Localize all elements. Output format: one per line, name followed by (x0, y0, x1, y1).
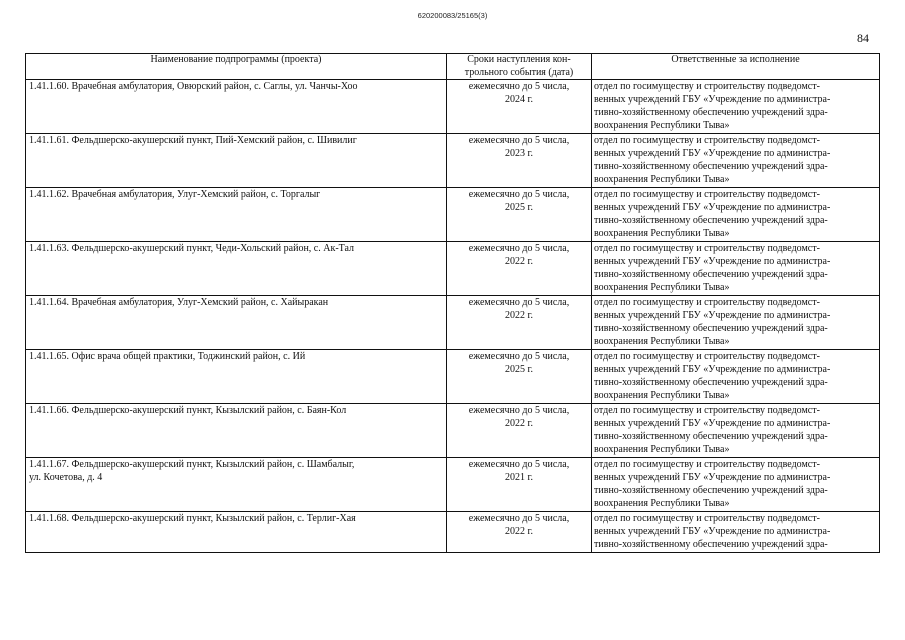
row-name: 1.41.1.62. Врачебная амбулатория, Улуг-Хемский район, с. Торгалыг (29, 189, 321, 201)
table-row (26, 242, 880, 296)
row-name-cell (26, 512, 447, 552)
table-row (26, 296, 880, 350)
row-responsible-cell (592, 458, 880, 512)
row-term: ежемесячно до 5 числа, 2022 г. (468, 243, 570, 268)
row-responsible-cell (592, 296, 880, 350)
row-responsible-cell (592, 188, 880, 242)
row-responsible: отдел по госимуществу и строительству подведомст- венных учреждений ГБУ «Учреждение по администра- тивно-хозяйственному обеспечению учреждений здра- воохранения Республики Тыва» (594, 243, 831, 293)
row-term: ежемесячно до 5 числа, 2025 г. (468, 189, 570, 214)
column-header-name-text: Наименование подпрограммы (проекта) (150, 54, 322, 65)
row-responsible: отдел по госимуществу и строительству подведомст- венных учреждений ГБУ «Учреждение по администра- тивно-хозяйственному обеспечению учреждений здра- воохранения Республики Тыва» (594, 297, 831, 347)
row-term-cell (447, 350, 592, 404)
row-name: 1.41.1.60. Врачебная амбулатория, Овюрский район, с. Саглы, ул. Чанчы-Хоо (29, 81, 358, 93)
table-body (26, 80, 880, 552)
program-table (25, 53, 880, 553)
row-name-cell (26, 242, 447, 296)
table-row (26, 188, 880, 242)
row-name-cell (26, 458, 447, 512)
row-responsible-cell (592, 404, 880, 458)
row-responsible: отдел по госимуществу и строительству подведомст- венных учреждений ГБУ «Учреждение по администра- тивно-хозяйственному обеспечению учреждений здра- воохранения Республики Тыва» (594, 81, 831, 131)
column-header-name (26, 54, 447, 80)
row-name-cell (26, 80, 447, 134)
row-term: ежемесячно до 5 числа, 2022 г. (468, 513, 570, 538)
row-responsible-cell (592, 512, 880, 552)
row-name: 1.41.1.68. Фельдшерско-акушерский пункт, Кызылский район, с. Терлиг-Хая (29, 513, 356, 525)
row-term-cell (447, 188, 592, 242)
table-row (26, 512, 880, 552)
table-row (26, 350, 880, 404)
document-code: 620200083/25165(3) (417, 11, 488, 20)
row-name: 1.41.1.67. Фельдшерско-акушерский пункт, Кызылский район, с. Шамбалыг, ул. Кочетова, д. 4 (29, 459, 355, 484)
table-row (26, 134, 880, 188)
table-row (26, 458, 880, 512)
row-name-cell (26, 134, 447, 188)
row-name: 1.41.1.63. Фельдшерско-акушерский пункт, Чеди-Хольский район, с. Ак-Тал (29, 243, 355, 255)
row-term: ежемесячно до 5 числа, 2025 г. (468, 351, 570, 376)
row-responsible-cell (592, 80, 880, 134)
row-term: ежемесячно до 5 числа, 2022 г. (468, 297, 570, 322)
row-responsible: отдел по госимуществу и строительству подведомст- венных учреждений ГБУ «Учреждение по администра- тивно-хозяйственному обеспечению учреждений здра- воохранения Республики Тыва» (594, 459, 831, 509)
column-header-responsible-text: Ответственные за исполнение (671, 54, 800, 65)
table-row (26, 404, 880, 458)
column-header-responsible (592, 54, 880, 80)
row-term-cell (447, 134, 592, 188)
row-responsible-cell (592, 242, 880, 296)
table-row (26, 80, 880, 134)
row-name-cell (26, 404, 447, 458)
row-term-cell (447, 512, 592, 552)
row-responsible-cell (592, 350, 880, 404)
row-term-cell (447, 404, 592, 458)
row-name: 1.41.1.64. Врачебная амбулатория, Улуг-Хемский район, с. Хайыракан (29, 297, 329, 309)
row-term-cell (447, 458, 592, 512)
row-term: ежемесячно до 5 числа, 2023 г. (468, 135, 570, 160)
row-responsible-cell (592, 134, 880, 188)
row-term: ежемесячно до 5 числа, 2024 г. (468, 81, 570, 106)
row-responsible: отдел по госимуществу и строительству подведомст- венных учреждений ГБУ «Учреждение по администра- тивно-хозяйственному обеспечению учреждений здра- воохранения Республики Тыва» (594, 351, 831, 401)
table-header (26, 54, 880, 80)
row-term-cell (447, 296, 592, 350)
row-responsible: отдел по госимуществу и строительству подведомст- венных учреждений ГБУ «Учреждение по администра- тивно-хозяйственному обеспечению учреждений здра- (594, 513, 831, 550)
row-term: ежемесячно до 5 числа, 2022 г. (468, 405, 570, 430)
row-name: 1.41.1.65. Офис врача общей практики, Тоджинский район, с. Ий (29, 351, 306, 363)
row-name: 1.41.1.61. Фельдшерско-акушерский пункт, Пий-Хемский район, с. Шивилиг (29, 135, 357, 147)
row-term-cell (447, 80, 592, 134)
row-responsible: отдел по госимуществу и строительству подведомст- венных учреждений ГБУ «Учреждение по администра- тивно-хозяйственному обеспечению учреждений здра- воохранения Республики Тыва» (594, 135, 831, 185)
row-name-cell (26, 188, 447, 242)
row-term-cell (447, 242, 592, 296)
row-responsible: отдел по госимуществу и строительству подведомст- венных учреждений ГБУ «Учреждение по администра- тивно-хозяйственному обеспечению учреждений здра- воохранения Республики Тыва» (594, 405, 831, 455)
row-name: 1.41.1.66. Фельдшерско-акушерский пункт, Кызылский район, с. Баян-Кол (29, 405, 347, 417)
row-responsible: отдел по госимуществу и строительству подведомст- венных учреждений ГБУ «Учреждение по администра- тивно-хозяйственному обеспечению учреждений здра- воохранения Республики Тыва» (594, 189, 831, 239)
table-header-row (26, 54, 880, 80)
row-term: ежемесячно до 5 числа, 2021 г. (468, 459, 570, 484)
column-header-term (447, 54, 592, 80)
page-number: 84 (857, 31, 869, 45)
column-header-term-text: Сроки наступления кон- трольного события (дата) (464, 54, 574, 78)
row-name-cell (26, 296, 447, 350)
row-name-cell (26, 350, 447, 404)
